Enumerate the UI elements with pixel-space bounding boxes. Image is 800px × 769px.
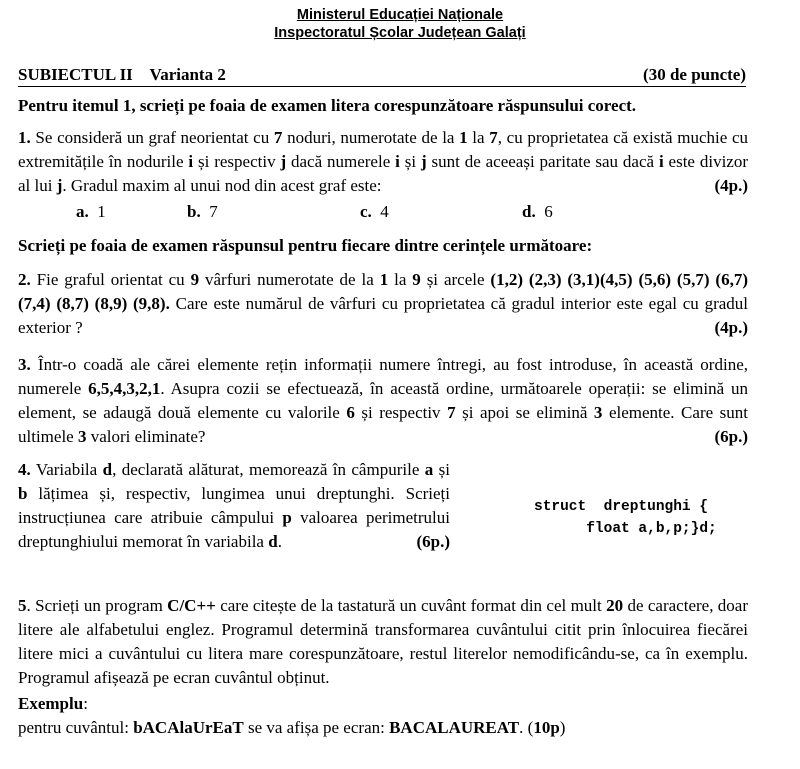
q3-text: valori eliminate? <box>86 427 206 446</box>
question-5 <box>18 594 748 690</box>
q2-text: și arcele <box>420 270 491 289</box>
q1-text: sunt de aceeași paritate sau dacă <box>426 152 659 171</box>
q5-text: . Scrieți un program <box>26 596 168 615</box>
option-c <box>360 200 389 224</box>
subject-heading <box>18 64 746 87</box>
q2-text: la <box>388 270 413 289</box>
q1-text: , cu proprietatea că există muchie cu extremitățile în nodurile <box>18 128 748 171</box>
subject-title: SUBIECTUL II Varianta 2 <box>18 65 226 84</box>
example-heading <box>18 692 748 716</box>
q5-bold: 20 <box>606 596 624 615</box>
q4-text: . <box>277 532 282 551</box>
q3-bold: 3 <box>593 403 603 422</box>
q2-bold: 1 <box>379 270 389 289</box>
question-2 <box>18 268 748 340</box>
q5-bold: C/C++ <box>167 596 216 615</box>
q1-bold: j <box>280 152 287 171</box>
q2-arcs: (1,2) (2,3) (3,1)(4,5) (5,6) (5,7) (6,7) (7,4) (8,7) (8,9) (9,8). <box>18 270 748 313</box>
q4-bold: a <box>424 460 434 479</box>
example-text: se va afișa pe ecran: <box>243 718 390 737</box>
q1-points: (4p.) <box>714 176 748 195</box>
q1-bold: j <box>420 152 427 171</box>
option-b <box>187 200 218 224</box>
question-number: 2. <box>18 270 31 289</box>
q3-text: și apoi se elimină <box>455 403 594 422</box>
question-number: 3. <box>18 355 31 374</box>
example-output: BACALAUREAT <box>389 718 520 737</box>
q1-text: este divizor al lui <box>18 152 748 195</box>
q1-bold: 1 <box>459 128 468 147</box>
q3-bold: 3 <box>77 427 87 446</box>
q1-text: Se consideră un graf neorientat cu <box>30 128 274 147</box>
q3-text: . Asupra cozii se efectuează, în această ordine, următoarele operații: se elimină un element, se adaugă două elemente cu valorile <box>18 379 748 422</box>
q1-bold: i <box>395 152 400 171</box>
q1-bold: 7 <box>489 128 498 147</box>
code-line: float a,b,p;}d; <box>534 521 717 537</box>
option-letter: d. <box>522 202 536 221</box>
subject-points: (30 de puncte) <box>643 65 746 84</box>
q5-text: de caractere, doar litere ale alfabetului englez. Programul determină transformarea cuvântului citit prin înlocuirea fiecărei litere mici a cuvântului cu litera mare corespunzătoare, restul literelor nemodificându-se, ca în exemplu. Programul afișează pe ecran cuvântul obținut. <box>18 596 749 687</box>
question-3 <box>18 353 748 449</box>
option-letter: c. <box>360 202 372 221</box>
example-text: . ( <box>519 718 534 737</box>
option-value: 1 <box>97 202 106 221</box>
q2-text: Fie graful orientat cu <box>30 270 191 289</box>
q3-bold: 6 <box>346 403 355 422</box>
question-1 <box>18 126 748 198</box>
q1-bold: i <box>188 152 194 171</box>
q5-points: 10p <box>533 718 560 737</box>
instruction-item1: Pentru itemul 1, scrieți pe foaia de examen litera corespunzătoare răspunsului corect. <box>18 96 637 115</box>
q1-bold: i <box>658 152 664 171</box>
ministry-title: Ministerul Educației Naționale <box>296 7 504 23</box>
q4-text: Variabila <box>30 460 103 479</box>
q4-text: și <box>433 460 450 479</box>
question-number: 4. <box>18 460 31 479</box>
q4-bold: p <box>282 508 292 527</box>
q2-points: (4p.) <box>714 318 748 337</box>
option-a <box>76 200 106 224</box>
q5-text: care citește de la tastatură un cuvânt format din cel mult <box>215 596 607 615</box>
option-value: 7 <box>209 202 218 221</box>
q1-bold: j <box>56 176 63 195</box>
code-line: struct dreptunghi { <box>534 499 709 515</box>
option-d <box>522 200 553 224</box>
q1-text: dacă numerele <box>286 152 396 171</box>
question-4 <box>18 458 450 554</box>
example-input: bACAlaUrEaT <box>133 718 244 737</box>
q3-text: elemente. Care sunt ultimele <box>18 403 748 446</box>
option-letter: b. <box>187 202 201 221</box>
q1-text: . Gradul maxim al unui nod din acest graf este: <box>62 176 382 195</box>
q2-text: Care este numărul de vârfuri cu proprietatea că gradul interior este egal cu gradul exterior ? <box>18 294 749 337</box>
q4-text: valoarea perimetrului dreptunghiului memorat în variabila <box>18 508 450 551</box>
q3-text: Într-o coadă ale cărei elemente rețin informații numere întregi, au fost introduse, în această ordine, numerele <box>18 355 748 398</box>
q1-options <box>0 200 800 224</box>
q4-bold: d <box>268 532 278 551</box>
option-letter: a. <box>76 202 89 221</box>
option-value: 4 <box>380 202 389 221</box>
example-text: ) <box>559 718 566 737</box>
q4-text: lățimea și, respectiv, lungimea unui dreptunghi. Scrieți instrucțiunea care atribuie câmpului <box>18 484 450 527</box>
struct-code <box>534 496 717 540</box>
example-line <box>18 716 748 740</box>
q3-text: și respectiv <box>354 403 448 422</box>
q3-bold: 7 <box>447 403 456 422</box>
q1-text: noduri, numerotate de la <box>282 128 460 147</box>
inspectorate-title: Inspectoratul Școlar Județean Galați <box>274 25 526 41</box>
question-number: 5 <box>18 596 27 615</box>
instruction-items: Scrieți pe foaia de examen răspunsul pentru fiecare dintre cerințele următoare: <box>18 236 593 255</box>
q4-points: (6p.) <box>416 532 450 551</box>
q4-bold: b <box>18 484 28 503</box>
question-number: 1. <box>18 128 31 147</box>
q4-bold: d <box>102 460 113 479</box>
q2-bold: 9 <box>190 270 200 289</box>
option-value: 6 <box>544 202 553 221</box>
q2-bold: 9 <box>412 270 421 289</box>
q1-text: la <box>467 128 490 147</box>
q1-text: și <box>399 152 421 171</box>
q4-text: , declarată alăturat, memorează în câmpurile <box>112 460 425 479</box>
q3-bold: 6,5,4,3,2,1 <box>88 379 161 398</box>
q3-points: (6p.) <box>714 427 748 446</box>
example-text: pentru cuvântul: <box>18 718 134 737</box>
example-colon: : <box>83 694 88 713</box>
q1-bold: 7 <box>273 128 283 147</box>
q1-text: și respectiv <box>193 152 281 171</box>
q2-text: vârfuri numerotate de la <box>199 270 380 289</box>
example-label: Exemplu <box>18 694 84 713</box>
